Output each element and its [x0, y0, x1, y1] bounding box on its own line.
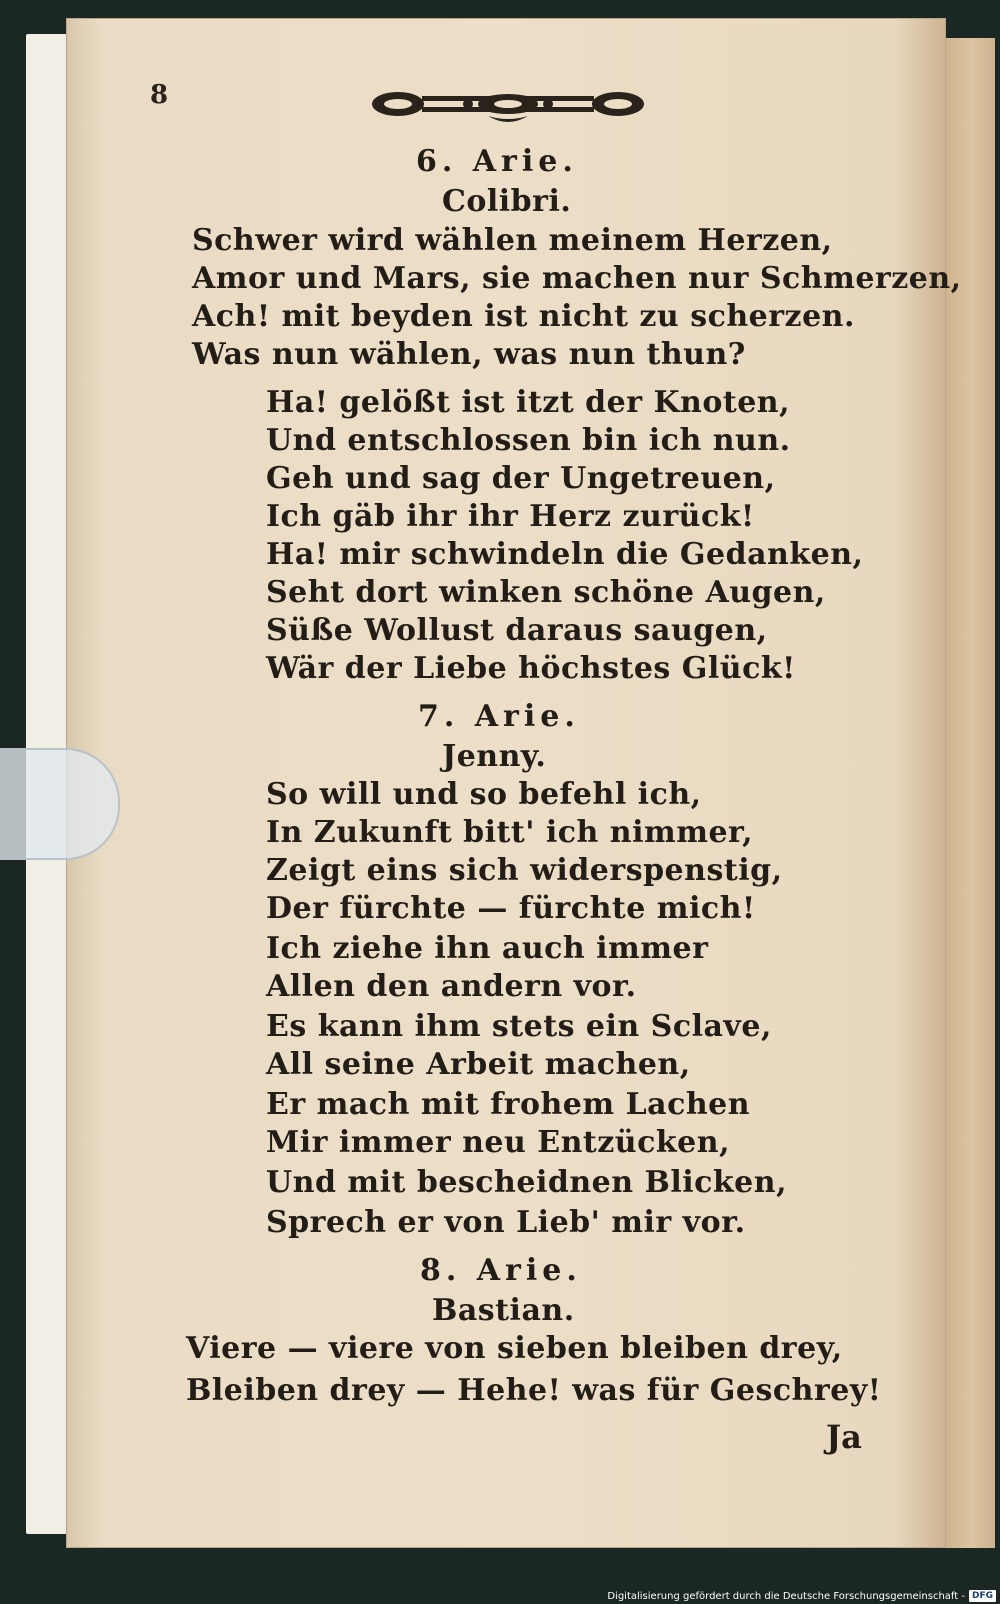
- catchword: Ja: [826, 1418, 862, 1456]
- aria-heading: 7. Arie.: [418, 699, 580, 734]
- page-number: 8: [150, 80, 169, 110]
- verse-line: Ich ziehe ihn auch immer: [266, 931, 709, 966]
- verse-line: So will und so befehl ich,: [266, 777, 702, 812]
- verse-line: Ha! mir schwindeln die Gedanken,: [266, 537, 864, 572]
- verse-line: Amor und Mars, sie machen nur Schmerzen,: [192, 261, 962, 296]
- verse-line: Ich gäb ihr ihr Herz zurück!: [266, 499, 755, 534]
- aria-heading: 6. Arie.: [416, 144, 578, 179]
- verse-line: Ach! mit beyden ist nicht zu scherzen.: [192, 299, 855, 334]
- verse-line: All seine Arbeit machen,: [266, 1047, 691, 1082]
- page-clip-bookmark: [0, 748, 120, 860]
- footer-text: Digitalisierung gefördert durch die Deutsche Forschungsgemeinschaft -: [607, 1590, 965, 1602]
- verse-line: Was nun wählen, was nun thun?: [192, 337, 746, 372]
- verse-line: Seht dort winken schöne Augen,: [266, 575, 826, 610]
- character-name: Colibri.: [442, 184, 572, 219]
- aria-heading: 8. Arie.: [420, 1253, 582, 1288]
- verse-line: Zeigt eins sich widerspenstig,: [266, 853, 783, 888]
- footer-credit: [607, 1590, 996, 1602]
- verse-line: Viere — viere von sieben bleiben drey,: [186, 1331, 843, 1366]
- verse-line: Sprech er von Lieb' mir vor.: [266, 1205, 746, 1240]
- dfg-logo: DFG: [969, 1590, 996, 1602]
- verse-line: Der fürchte — fürchte mich!: [266, 891, 756, 926]
- verse-line: Bleiben drey — Hehe! was für Geschrey!: [186, 1373, 882, 1408]
- character-name: Jenny.: [442, 739, 547, 774]
- verse-line: Süße Wollust daraus saugen,: [266, 613, 768, 648]
- verse-line: Es kann ihm stets ein Sclave,: [266, 1009, 772, 1044]
- verse-line: Er mach mit frohem Lachen: [266, 1087, 751, 1122]
- verse-line: Mir immer neu Entzücken,: [266, 1125, 731, 1160]
- verse-line: In Zukunft bitt' ich nimmer,: [266, 815, 754, 850]
- verse-line: Schwer wird wählen meinem Herzen,: [192, 223, 833, 258]
- ornament-vignette: [368, 82, 648, 128]
- verse-line: Geh und sag der Ungetreuen,: [266, 461, 776, 496]
- verse-line: Allen den andern vor.: [266, 969, 637, 1004]
- verse-line: Und entschlossen bin ich nun.: [266, 423, 791, 458]
- verse-line: Wär der Liebe höchstes Glück!: [266, 651, 796, 686]
- character-name: Bastian.: [432, 1293, 575, 1328]
- verse-line: Ha! gelößt ist itzt der Knoten,: [266, 385, 791, 420]
- verse-line: Und mit bescheidnen Blicken,: [266, 1165, 788, 1200]
